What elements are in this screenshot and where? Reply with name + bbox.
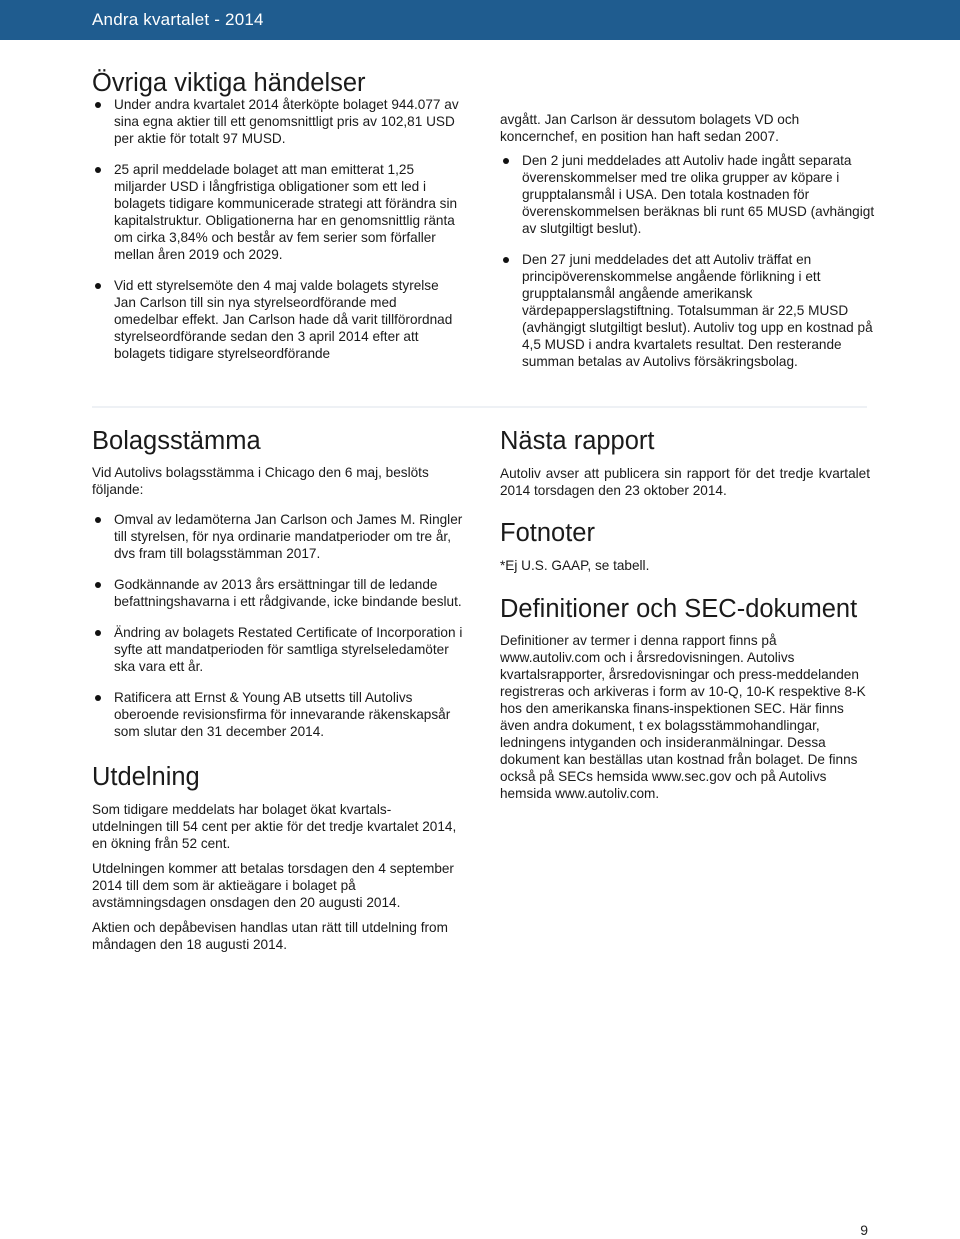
bullet-icon <box>95 102 101 108</box>
bullet-icon <box>503 257 509 263</box>
section-title-ovriga: Övriga viktiga händelser <box>92 69 366 97</box>
bullet-icon <box>95 167 101 173</box>
bullet-item: Ratificera att Ernst & Young AB utsetts till Autolivs oberoende revisionsfirma för innevarande räkenskapsår som slutar den 31 december 2014. <box>92 689 467 740</box>
bullet-item: 25 april meddelade bolaget att man emitterat 1,25 miljarder USD i långfristiga obligationer som ett led i bolagets tidigare kommunicerade strategi att förändra sin kapitalstruktur. Obligationerna har en genomsnittlig ränta om cirka 3,84% och består av fem serier som förfaller mellan åren 2019 och 2029. <box>92 161 462 263</box>
bullet-icon <box>95 517 101 523</box>
section-title-fotnoter: Fotnoter <box>500 519 595 547</box>
fotnoter-text: *Ej U.S. GAAP, se tabell. <box>500 558 650 573</box>
ovriga-bullets-left <box>92 96 462 376</box>
nasta-rapport-text: Autoliv avser att publicera sin rapport för det tredje kvartalet 2014 torsdagen den 23 oktober 2014. <box>500 466 870 498</box>
bullet-item: Omval av ledamöterna Jan Carlson och James M. Ringler till styrelsen, för nya ordinarie mandatperioder om tre år, dvs fram till bolagsstämman 2017. <box>92 511 467 562</box>
bullet-icon <box>95 582 101 588</box>
bolagsstamma-intro: Vid Autolivs bolagsstämma i Chicago den 6 maj, beslöts följande: <box>92 465 429 497</box>
bullet-icon <box>95 695 101 701</box>
bolagsstamma-bullets <box>92 511 467 754</box>
ovriga-continuation: avgått. Jan Carlson är dessutom bolagets VD och koncernchef, en position han haft sedan 2007. <box>500 112 800 144</box>
document-title: Andra kvartalet - 2014 <box>92 10 264 29</box>
utdelning-paragraph: Som tidigare meddelats har bolaget ökat kvartals-utdelningen till 54 cent per aktie för det tredje kvartalet 2014, en ökning från 52 cent. <box>92 802 457 851</box>
bullet-icon <box>503 158 509 164</box>
ovriga-bullets-right <box>500 152 880 384</box>
bullet-item: Ändring av bolagets Restated Certificate of Incorporation i syfte att mandatperioden för samtliga styrelseledamöter ska vara ett år. <box>92 624 467 675</box>
section-divider <box>92 406 867 408</box>
utdelning-paragraph: Aktien och depåbevisen handlas utan rätt till utdelning from måndagen den 18 augusti 2014. <box>92 920 448 952</box>
bullet-item: Godkännande av 2013 års ersättningar till de ledande befattningshavarna i ett rådgivande, icke bindande beslut. <box>92 576 467 610</box>
utdelning-paragraph: Utdelningen kommer att betalas torsdagen den 4 september 2014 till dem som är aktieägare i bolaget på avstämningsdagen onsdagen den 20 augusti 2014. <box>92 861 454 910</box>
section-title-definitioner: Definitioner och SEC-dokument <box>500 595 858 623</box>
bullet-item: Under andra kvartalet 2014 återköpte bolaget 944.077 av sina egna aktier till ett genomsnittligt pris av 102,81 USD per aktie för totalt 97 MUSD. <box>92 96 462 147</box>
bullet-icon <box>95 283 101 289</box>
header-bar <box>0 0 960 40</box>
section-title-utdelning: Utdelning <box>92 763 200 791</box>
bullet-icon <box>95 630 101 636</box>
bullet-item: Den 2 juni meddelades att Autoliv hade ingått separata överenskommelser med tre olika grupper av köpare i grupptalansmål i USA. Den totala kostnaden för överenskommelsen beräknas bli runt 65 MUSD (avhängigt av slutgiltigt beslut). <box>500 152 880 237</box>
definitioner-text: Definitioner av termer i denna rapport finns på www.autoliv.com och i årsredovisningen. Autolivs kvartalsrapporter, årsredovisningar och press-meddelanden registreras och arkiveras i form av 10-Q, 10-K respektive 8-K hos den amerikanska finans-inspektionen SEC. Här finns även andra dokument, t ex bolagsstämmohandlingar, ledningens intyganden och insideranmälningar. Dessa dokument kan beställas utan kostnad från bolaget. De finns också på SECs hemsida www.sec.gov och på Autolivs hemsida www.autoliv.com. <box>500 633 866 801</box>
section-title-nasta-rapport: Nästa rapport <box>500 427 655 455</box>
bullet-item: Vid ett styrelsemöte den 4 maj valde bolagets styrelse Jan Carlson till sin nya styrelseordförande med omedelbar effekt. Jan Carlson hade då varit tillförordnad styrelseordförande sedan den 3 april 2014 efter att bolagets tidigare styrelseordförande <box>92 277 462 362</box>
section-title-bolagsstamma: Bolagsstämma <box>92 427 261 455</box>
bullet-item: Den 27 juni meddelades det att Autoliv träffat en principöverenskommelse angående förlikning i ett grupptalansmål angående amerikansk värdepapperslagstiftning. Totalsumman är 22,5 MUSD (avhängigt slutgiltigt beslut). Autoliv tog upp en kostnad på 4,5 MUSD i andra kvartalets resultat. Den resterande summan betalas av Autolivs försäkringsbolag. <box>500 251 880 370</box>
page-number: 9 <box>860 1222 868 1238</box>
